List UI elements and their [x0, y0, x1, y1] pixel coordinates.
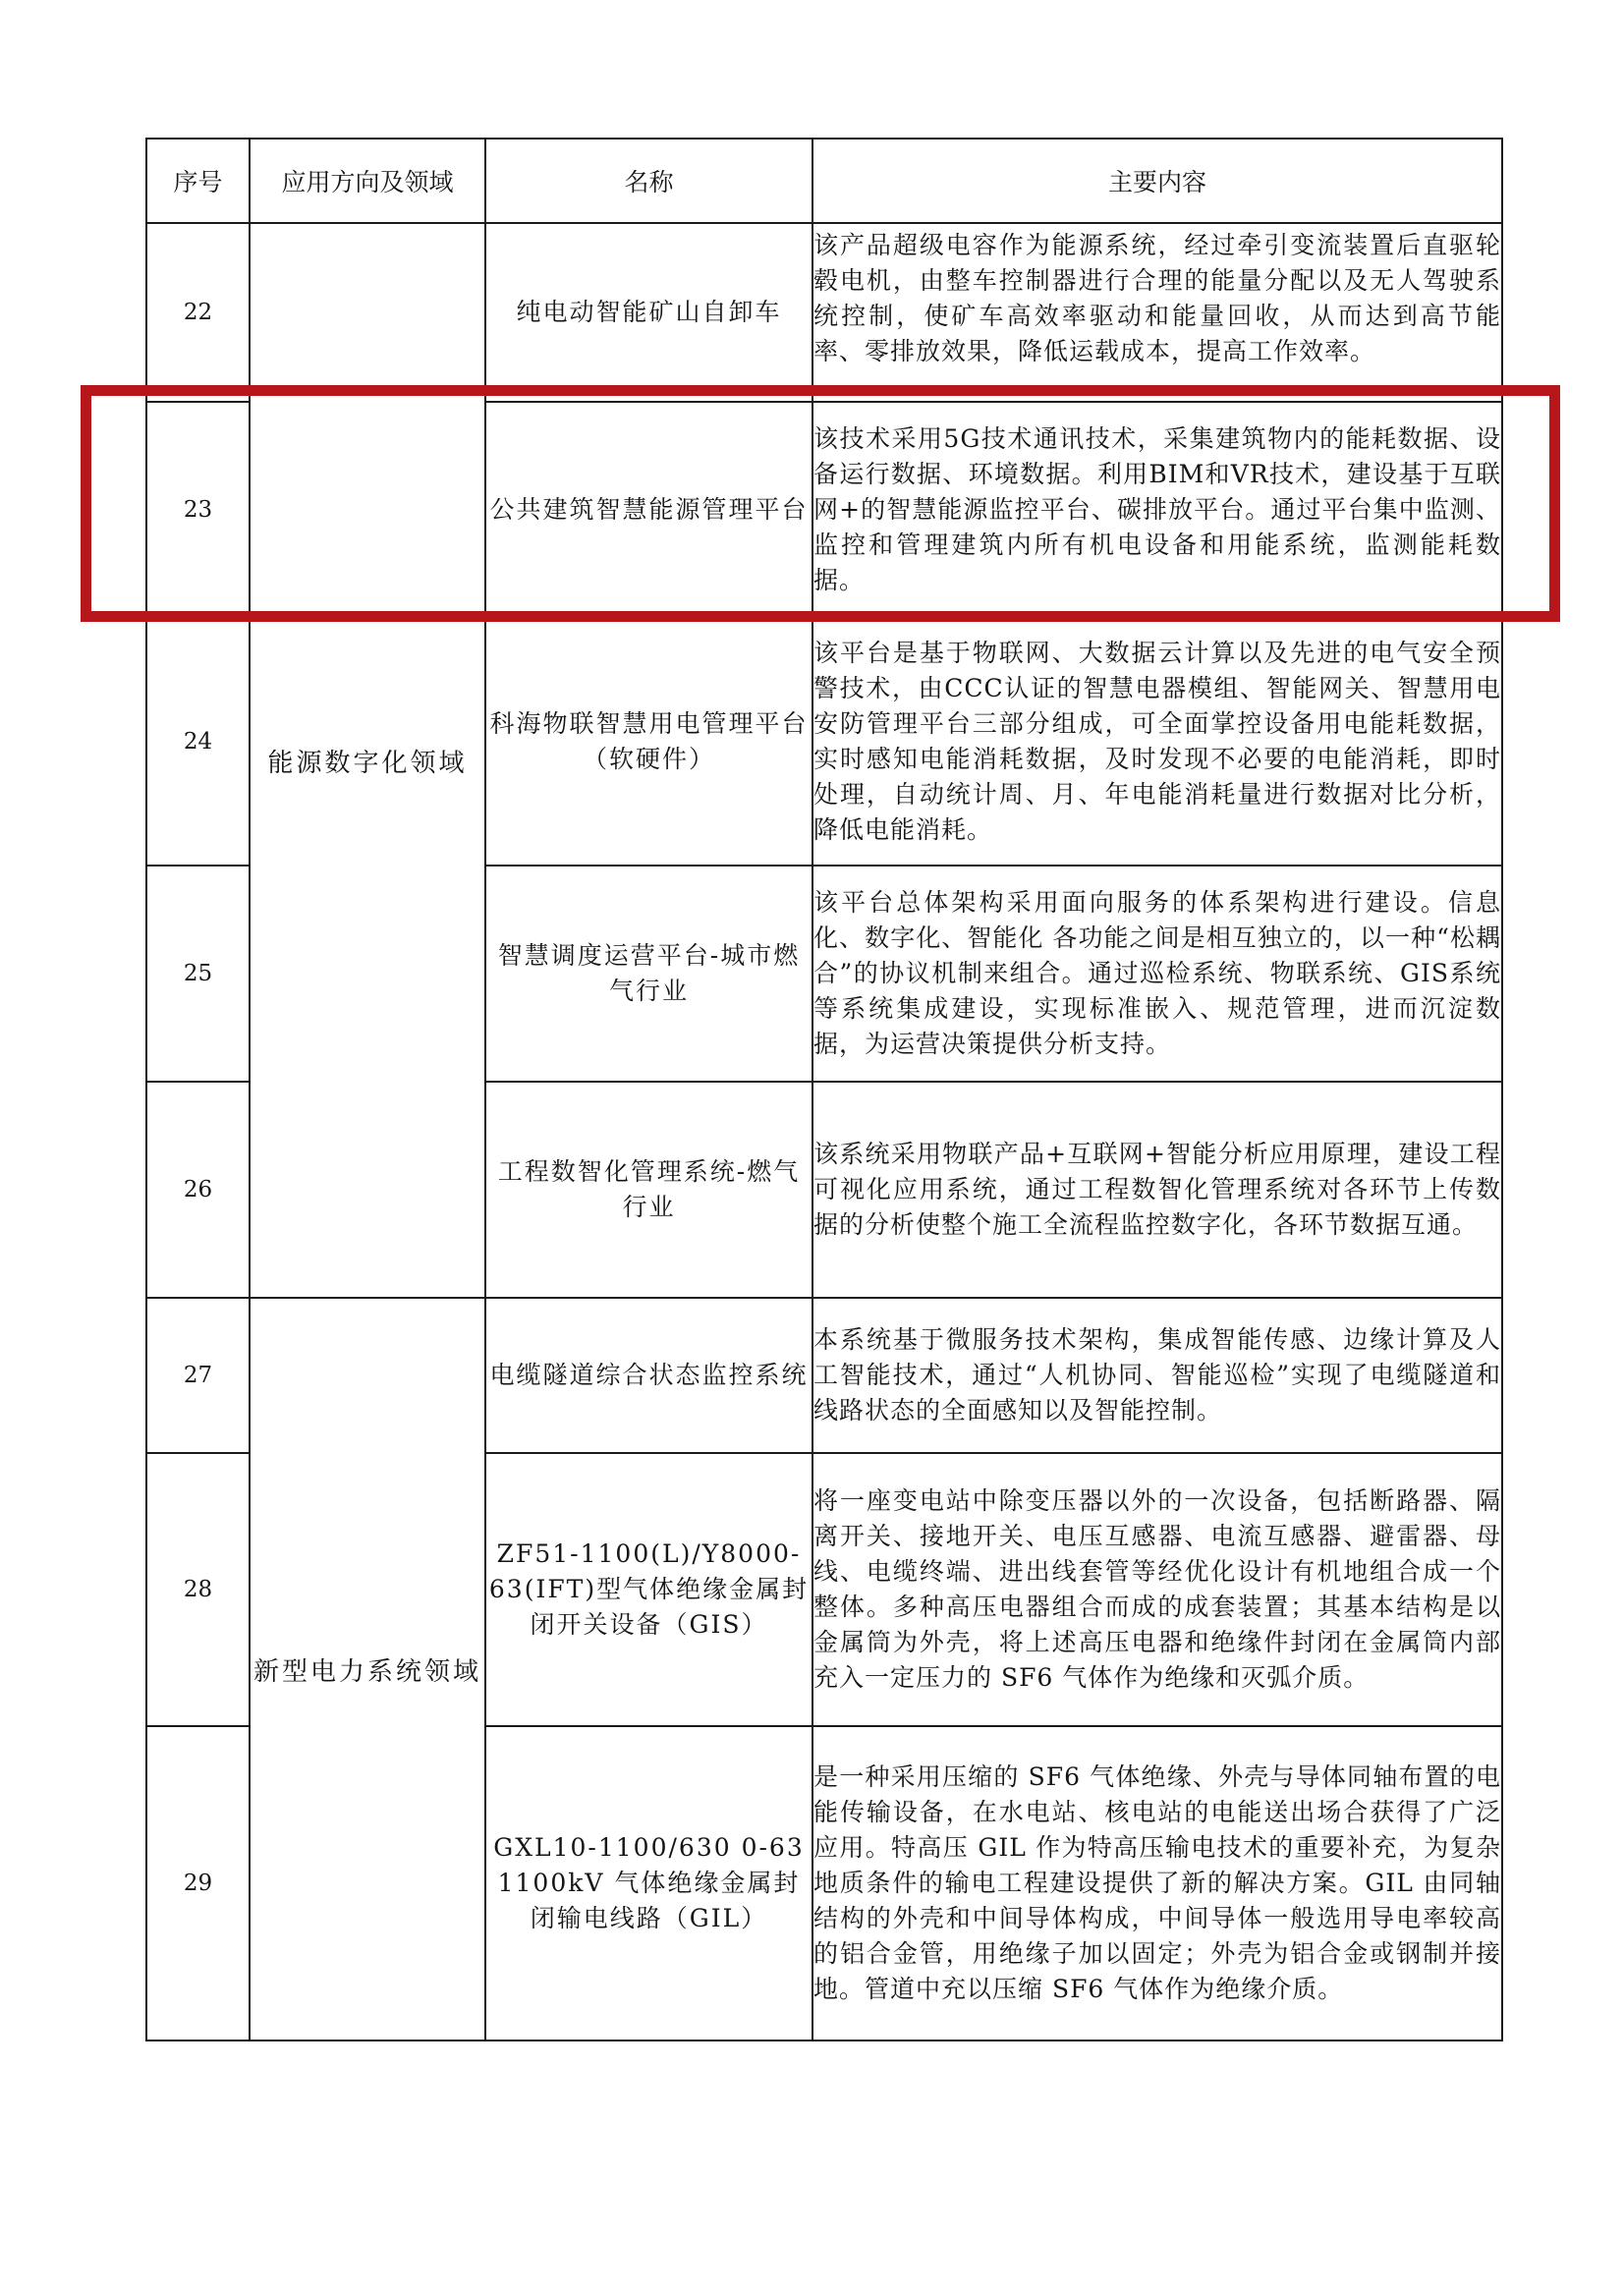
item-content [812, 223, 1502, 402]
content-text: 本系统基于微服务技术架构，集成智能传感、边缘计算及人工智能技术，通过“人机协同、智能巡检”实现了电缆隧道和线路状态的全面感知以及智能控制。 [813, 1325, 1501, 1425]
content-clip [813, 228, 1501, 397]
item-content [812, 402, 1502, 618]
item-content [812, 618, 1502, 866]
content-text: 将一座变电站中除变压器以外的一次设备，包括断路器、隔离开关、接地开关、电压互感器、电流互感器、避雷器、母线、电缆终端、进出线套管等经优化设计有机地组合成一个整体。多种高压电器组合而成的成套装置；其基本结构是以金属筒为外壳，将上述高压电器和绝缘件封闭在金属筒内部充入一定压力的 SF6 气体作为绝缘和灭弧介质。 [813, 1486, 1501, 1692]
item-name: 科海物联智慧用电管理平台（软硬件） [485, 618, 812, 866]
header-content: 主要内容 [812, 139, 1502, 223]
row-number: 29 [146, 1726, 250, 2040]
content-text: 该系统采用物联产品+互联网+智能分析应用原理，建设工程可视化应用系统，通过工程数智化管理系统对各环节上传数据的分析使整个施工全流程监控数字化，各环节数据互通。 [813, 1140, 1501, 1239]
item-content [812, 1082, 1502, 1298]
row-number: 23 [146, 402, 250, 618]
item-name: ZF51-1100(L)/Y8000-63(IFT)型气体绝缘金属封闭开关设备（GIS） [485, 1453, 812, 1726]
item-content [812, 866, 1502, 1082]
row-number: 22 [146, 223, 250, 402]
item-content [812, 1726, 1502, 2040]
field-cell-new-power: 新型电力系统领域 [250, 1298, 485, 2040]
content-text: 该产品超级电容作为能源系统，经过牵引变流装置后直驱轮毂电机，由整车控制器进行合理的能量分配以及无人驾驶系统控制，使矿车高效率驱动和能量回收，从而达到高节能率、零排放效果，降低运载成本，提高工作效率。 [813, 231, 1501, 365]
project-table [145, 138, 1503, 2041]
table-header-row [146, 139, 1502, 223]
header-name: 名称 [485, 139, 812, 223]
content-text: 该平台总体架构采用面向服务的体系架构进行建设。信息化、数字化、智能化 各功能之间是相互独立的，以一种“松耦合”的协议机制来组合。通过巡检系统、物联系统、GIS系统等系统集成建设，实现标准嵌入、规范管理，进而沉淀数据，为运营决策提供分析支持。 [813, 888, 1501, 1058]
table-row [146, 223, 1502, 402]
field-cell-energy-digital: 能源数字化领域 [250, 223, 485, 1298]
item-name: 公共建筑智慧能源管理平台 [485, 402, 812, 618]
row-number: 25 [146, 866, 250, 1082]
item-name: GXL10-1100/630 0-63 1100kV 气体绝缘金属封闭输电线路（GIL） [485, 1726, 812, 2040]
item-name: 工程数智化管理系统-燃气行业 [485, 1082, 812, 1298]
table-row [146, 1298, 1502, 1453]
item-name: 纯电动智能矿山自卸车 [485, 223, 812, 402]
content-text: 是一种采用压缩的 SF6 气体绝缘、外壳与导体同轴布置的电能传输设备，在水电站、核电站的电能送出场合获得了广泛应用。特高压 GIL 作为特高压输电技术的重要补充，为复杂地质条件的输电工程建设提供了新的解决方案。GIL 由同轴结构的外壳和中间导体构成，中间导体一般选用导电率较高的铝合金管，用绝缘子加以固定；外壳为铝合金或钢制并接地。管道中充以压缩 SF6 气体作为绝缘介质。 [813, 1762, 1501, 2003]
item-name: 智慧调度运营平台-城市燃气行业 [485, 866, 812, 1082]
header-no: 序号 [146, 139, 250, 223]
row-number: 26 [146, 1082, 250, 1298]
row-number: 24 [146, 618, 250, 866]
row-number: 28 [146, 1453, 250, 1726]
content-text: 该平台是基于物联网、大数据云计算以及先进的电气安全预警技术，由CCC认证的智慧电器模组、智能网关、智慧用电安防管理平台三部分组成，可全面掌控设备用电能耗数据，实时感知电能消耗数据，及时发现不必要的电能消耗，即时处理，自动统计周、月、年电能消耗量进行数据对比分析，降低电能消耗。 [813, 639, 1501, 844]
content-text: 该技术采用5G技术通讯技术，采集建筑物内的能耗数据、设备运行数据、环境数据。利用BIM和VR技术，建设基于互联网+的智慧能源监控平台、碳排放平台。通过平台集中监测、监控和管理建筑内所有机电设备和用能系统，监测能耗数据。 [813, 424, 1501, 594]
item-name: 电缆隧道综合状态监控系统 [485, 1298, 812, 1453]
item-content [812, 1298, 1502, 1453]
row-number: 27 [146, 1298, 250, 1453]
item-content [812, 1453, 1502, 1726]
header-field: 应用方向及领域 [250, 139, 485, 223]
